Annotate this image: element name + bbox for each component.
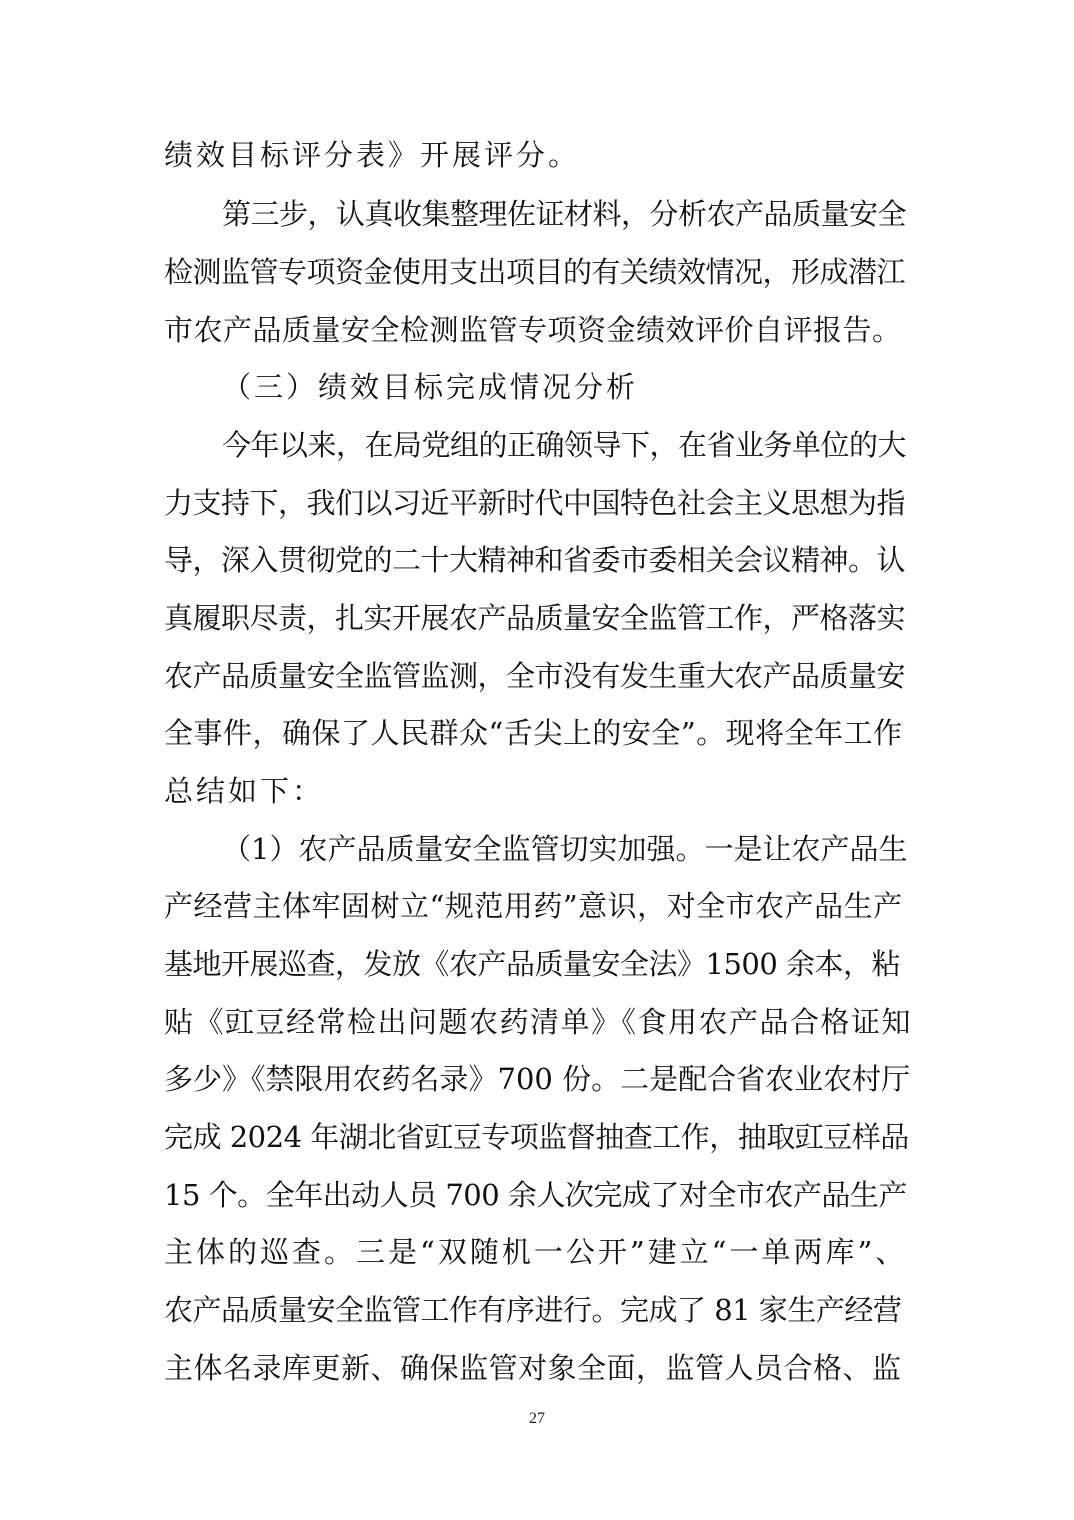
text-line: 农产品质量安全监管工作有序进行。完成了 81 家生产经营 (164, 1293, 902, 1327)
text-line: 农产品质量安全监管监测，全市没有发生重大农产品质量安 (164, 659, 906, 693)
text-line: 真履职尽责，扎实开展农产品质量安全监管工作，严格落实 (164, 601, 906, 635)
section-heading: （三）绩效目标完成情况分析 (222, 370, 639, 404)
text-line: 今年以来，在局党组的正确领导下，在省业务单位的大 (222, 428, 907, 462)
text-line: 基地开展巡查，发放《农产品质量安全法》1500 余本，粘 (164, 947, 901, 981)
text-line: 市农产品质量安全检测监管专项资金绩效评价自评报告。 (164, 313, 902, 347)
text-line: 主体的巡查。三是“双随机一公开”建立“一单两库”、 (164, 1235, 908, 1269)
text-line: （1）农产品质量安全监管切实加强。一是让农产品生 (222, 832, 908, 866)
text-line: 15 个。全年出动人员 700 余人次完成了对全市农产品生产 (164, 1178, 907, 1212)
text-line: 总结如下： (164, 774, 325, 808)
text-line: 第三步，认真收集整理佐证材料，分析农产品质量安全 (222, 197, 907, 231)
text-line: 多少》《禁限用农药名录》700 份。二是配合省农业农村厅 (164, 1062, 911, 1096)
text-line: 导，深入贯彻党的二十大精神和省委市委相关会议精神。认 (164, 543, 906, 577)
text-line: 检测监管专项资金使用支出项目的有关绩效情况，形成潜江 (164, 255, 906, 289)
text-line: 产经营主体牢固树立“规范用药”意识，对全市农产品生产 (164, 889, 903, 923)
text-line: 贴《豇豆经常检出问题农药清单》《食用农产品合格证知 (164, 1005, 913, 1039)
text-line: 力支持下，我们以习近平新时代中国特色社会主义思想为指 (164, 486, 906, 520)
text-line: 主体名录库更新、确保监管对象全面，监管人员合格、监 (164, 1351, 902, 1385)
text-line: 完成 2024 年湖北省豇豆专项监督抽查工作，抽取豇豆样品 (164, 1120, 909, 1154)
page-number: 27 (529, 1410, 545, 1427)
text-line: 全事件，确保了人民群众“舌尖上的安全”。现将全年工作 (164, 716, 903, 750)
text-line: 绩效目标评分表》开展评分。 (164, 138, 581, 172)
